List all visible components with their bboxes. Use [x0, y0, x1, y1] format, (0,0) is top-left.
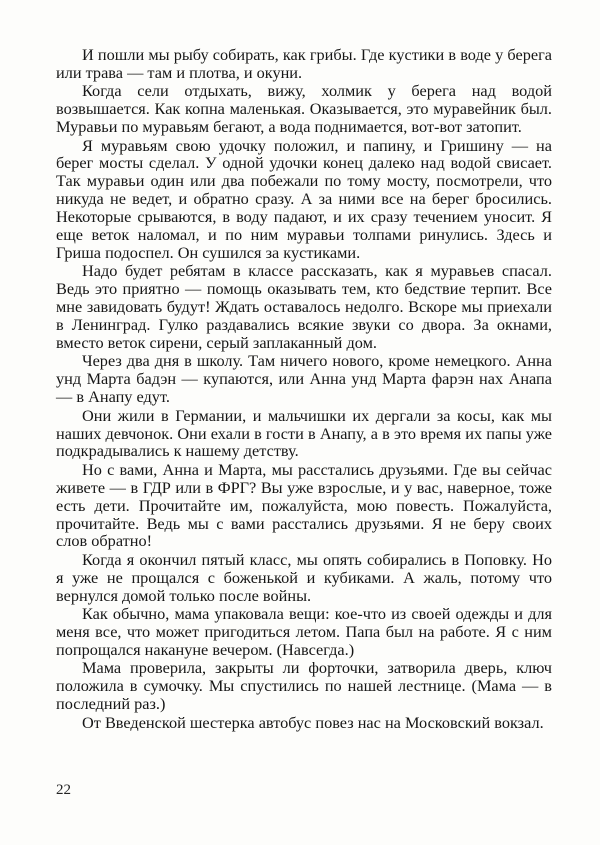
paragraph-3: Я муравьям свою удочку положил, и папину, и Гришину — на берег мосты сделал. У одной удочки конец далеко над водой свисает. Так муравьи один или два побежали по тому мосту, посмотрели, что никуда не ведет, и обратно сразу. А за ними все на берег бросились. Некоторые срываются, в воду падают, и их сразу течением уносит. Я еще веток наломал, и по ним муравьи толпами ринулись. Здесь и Гриша подоспел. Он сушился за кустиками.: [56, 135, 552, 262]
paragraph-5: Через два дня в школу. Там ничего нового, кроме немецкого. Анна унд Марта бадэн — купаются, или Анна унд Марта фарэн нах Анапа — в Анапу едут.: [56, 351, 552, 407]
paragraph-10: Мама проверила, закрыты ли форточки, затворила дверь, ключ положила в сумочку. Мы спустились по нашей лестнице. (Мама — в последний раз.): [56, 658, 552, 714]
paragraph-1: И пошли мы рыбу собирать, как грибы. Где кустики в воде у берега или трава — там и плотва, и окуни.: [56, 45, 552, 82]
paragraph-7: Но с вами, Анна и Марта, мы расстались друзьями. Где вы сейчас живете — в ГДР или в ФРГ? Вы уже взрослые, и у вас, наверное, тоже есть дети. Прочитайте им, пожалуйста, мою повесть. Пожалуйста, прочитайте. Ведь мы с вами расстались друзьями. Я не беру своих слов обратно!: [56, 459, 552, 551]
body-text: [56, 46, 552, 731]
paragraph-2: Когда сели отдыхать, вижу, холмик у берега над водой возвышается. Как копна маленькая. Оказывается, это муравейник был. Муравьи по муравьям бегают, а вода поднимается, вот-вот затопит.: [56, 81, 552, 137]
paragraph-8: Когда я окончил пятый класс, мы опять собирались в Поповку. Но я уже не прощался с боженькой и кубиками. А жаль, потому что вернулся домой только после войны.: [56, 549, 552, 605]
paragraph-4: Надо будет ребятам в классе рассказать, как я муравьев спасал. Ведь это приятно — помощь оказывать тем, кто бедствие терпит. Все мне завидовать будут! Ждать оставалось недолго. Вскоре мы приехали в Ленинград. Гулко раздавались всякие звуки со двора. За окнами, вместо веток сирени, серый заплаканный дом.: [56, 261, 552, 352]
page-number: 22: [56, 782, 71, 798]
paragraph-6: Они жили в Германии, и мальчишки их дергали за косы, как мы наших девчонок. Они ехали в гости в Анапу, а в это время их папы уже подкрадывались к нашему детству.: [56, 405, 552, 461]
paragraph-9: Как обычно, мама упаковала вещи: кое-что из своей одежды и для меня все, что может пригодиться летом. Папа был на работе. Я с ним попрощался накануне вечером. (Навсегда.): [56, 604, 552, 659]
paragraph-11: От Введенской шестерка автобус повез нас на Московский вокзал.: [82, 712, 544, 732]
